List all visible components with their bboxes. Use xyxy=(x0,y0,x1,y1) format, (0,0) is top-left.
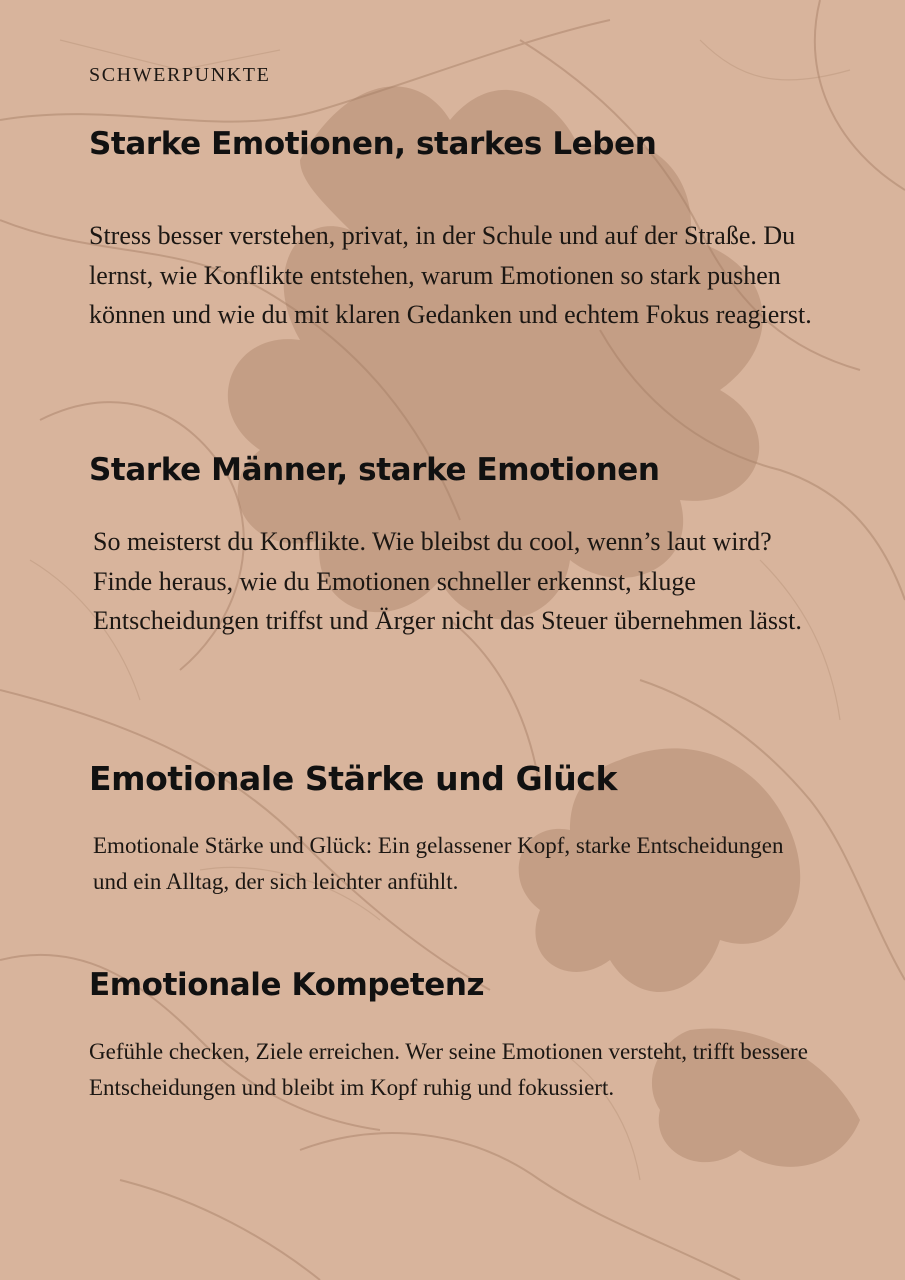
heading-emotionale-kompetenz: Emotionale Kompetenz xyxy=(89,967,485,1003)
heading-emotionale-staerke: Emotionale Stärke und Glück xyxy=(89,759,618,798)
heading-starke-maenner: Starke Männer, starke Emotionen xyxy=(89,452,660,488)
heading-starke-emotionen: Starke Emotionen, starkes Leben xyxy=(89,126,657,162)
paragraph-starke-maenner: So meisterst du Konflikte. Wie bleibst du cool, wenn’s laut wird? Finde heraus, wie du Emotionen schneller erkennst, kluge Entscheidungen triffst und Ärger nicht das Steuer übernehmen lässt. xyxy=(93,527,802,635)
section-eyebrow: SCHWERPUNKTE xyxy=(89,64,271,86)
paragraph-emotionale-staerke: Emotionale Stärke und Glück: Ein gelassener Kopf, starke Entscheidungen und ein Alltag, der sich leichter anfühlt. xyxy=(93,833,784,894)
paragraph-starke-emotionen: Stress besser verstehen, privat, in der Schule und auf der Straße. Du lernst, wie Konflikte entstehen, warum Emotionen so stark pushen können und wie du mit klaren Gedanken und echtem Fokus reagierst. xyxy=(89,221,812,329)
paragraph-emotionale-kompetenz: Gefühle checken, Ziele erreichen. Wer seine Emotionen versteht, trifft bessere Entscheidungen und bleibt im Kopf ruhig und fokussiert. xyxy=(89,1039,808,1100)
